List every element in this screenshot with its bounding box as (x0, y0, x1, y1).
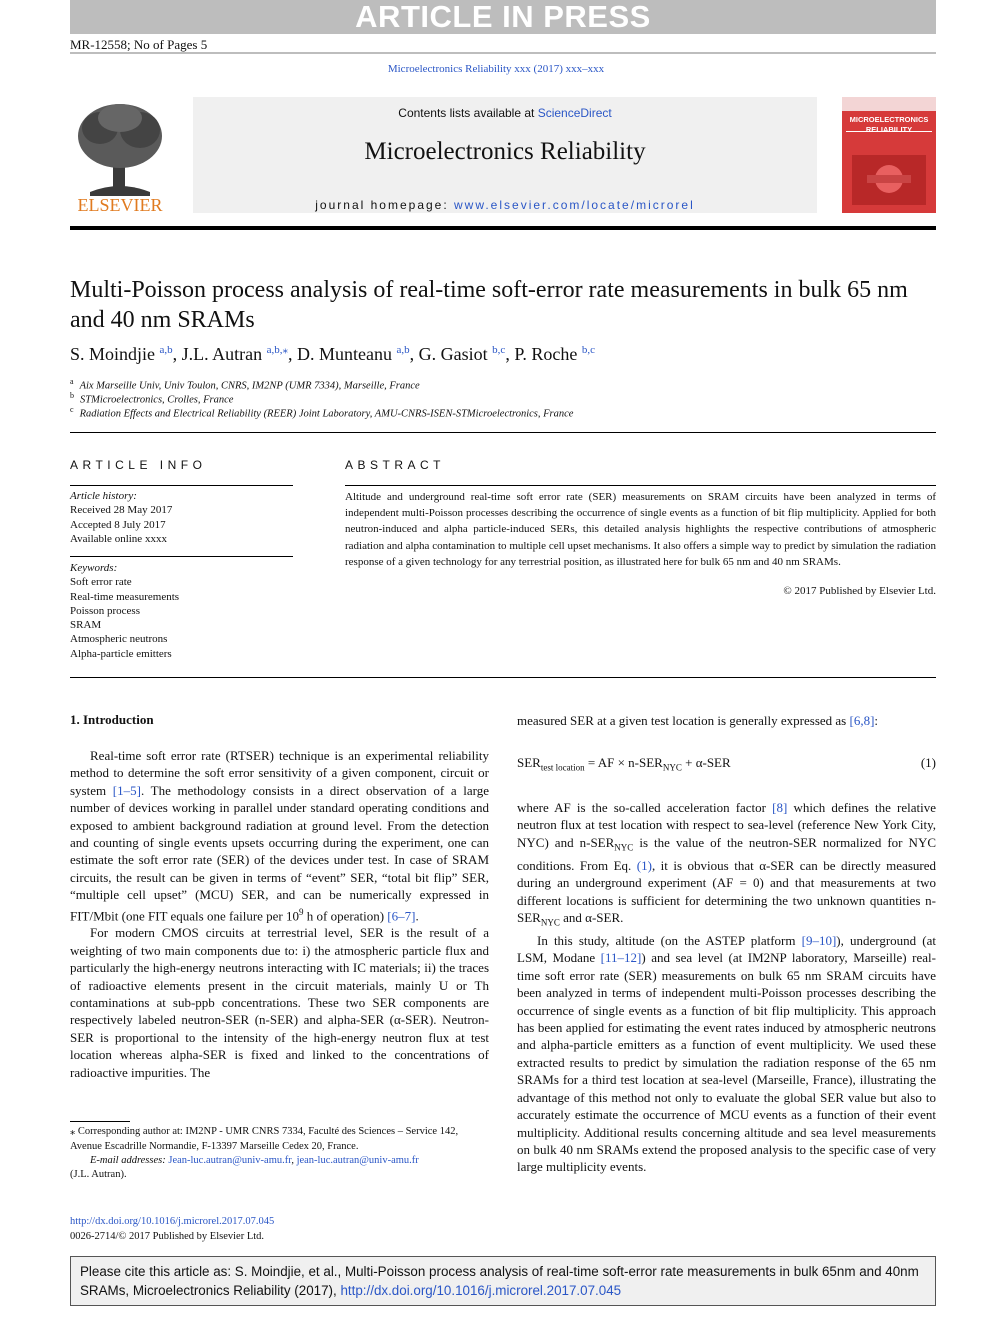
paragraph: For modern CMOS circuits at terrestrial level, SER is the result of a weighting of two main components due to: i) the atmospheric particle flux and particularly the high-energy neutrons interacting with IC materials; ii) the traces of radioactive elements present in the circuit materials, mainly U or Th contaminations at sub-ppb concentrations. These two SER components are respectively labeled neutron-SER (n-SER) and alpha-SER (α-SER). Neutron-SER is proportional to the intensity of the high-energy neutron flux at test location whereas alpha-SER is fixed and linked to the concentrations of radioactive impurities. The (70, 925, 489, 1080)
email-link[interactable]: jean-luc.autran@univ-amu.fr (296, 1155, 419, 1166)
keyword: Poisson process (70, 604, 140, 617)
doi-link[interactable]: http://dx.doi.org/10.1016/j.microrel.2017.07.045 (70, 1216, 275, 1227)
affiliation-text: Aix Marseille Univ, Univ Toulon, CNRS, IM2NP (UMR 7334), Marseille, France (79, 380, 420, 392)
doi-block (70, 1215, 274, 1244)
journal-reference-link[interactable]: Microelectronics Reliability xxx (2017) xxx–xxx (387, 63, 605, 75)
body-right-column-top (517, 712, 936, 729)
header-rule (70, 226, 936, 230)
cover-title-line1: MICROELECTRONICS (849, 115, 929, 124)
author-separator: , (409, 344, 419, 364)
affiliation-rule (70, 432, 936, 433)
keyword: Soft error rate (70, 576, 132, 589)
equation-number: (1) (920, 755, 936, 770)
keyword: Real-time measurements (70, 590, 180, 603)
email-note (70, 1154, 489, 1169)
author-name: P. Roche (514, 344, 578, 364)
author-name: D. Munteanu (297, 344, 393, 364)
text-run: Real-time soft error rate (RTSER) technique is an experimental reliability method to determine the soft error sensitivity of a given component, circuit or system (70, 748, 489, 798)
keyword: SRAM (70, 619, 102, 632)
author-affiliation-link[interactable]: b,c (492, 344, 506, 356)
keywords-rule (70, 556, 293, 557)
abstract-rule (345, 485, 936, 486)
paragraph (517, 932, 936, 1176)
homepage-prefix: journal homepage: (315, 198, 455, 212)
equation-subscript: NYC (662, 762, 682, 773)
exponent: 9 (299, 906, 304, 917)
abstract-heading: ABSTRACT (345, 458, 446, 472)
abstract-copyright: © 2017 Published by Elsevier Ltd. (783, 585, 936, 597)
keywords-label: Keywords: (70, 562, 118, 574)
body-left-column (70, 747, 489, 1081)
journal-homepage (193, 198, 817, 212)
author-affiliation-link[interactable]: a,b (159, 344, 173, 356)
author-affiliation-link[interactable]: a,b (396, 344, 410, 356)
author-affiliation-link[interactable]: a,b,⁎ (266, 344, 289, 356)
affiliation-text: STMicroelectronics, Crolles, France (80, 394, 234, 406)
citation-link[interactable]: [8] (772, 800, 788, 815)
paragraph (70, 747, 489, 924)
homepage-link[interactable]: www.elsevier.com/locate/microrel (454, 198, 695, 212)
equation-subscript: test location (540, 762, 585, 773)
author-separator: , (288, 344, 298, 364)
article-info-rule (70, 485, 293, 486)
email-separator: , (291, 1155, 297, 1166)
text-run: h of operation) (303, 907, 388, 923)
citation-doi-link[interactable]: http://dx.doi.org/10.1016/j.microrel.2017.07.045 (340, 1283, 622, 1298)
article-info-heading: ARTICLE INFO (70, 458, 207, 472)
issn-line: 0026-2714/© 2017 Published by Elsevier Ltd. (70, 1230, 265, 1242)
text-run: which defines the relative neutron flux at test location with respect to sea-level (reference New York City, NYC) and n-SER (517, 800, 936, 850)
affiliation-mark: a (70, 377, 74, 386)
text-run: is the value of the neutron-SER normalized for NYC conditions. From Eq. (517, 834, 936, 873)
text-run: ) and sea level (at IM2NP laboratory, Marseille) real-time soft error rate (SER) measurements on bulk 65 nm SRAM circuits have been analyzed in terms of independent multi-Poisson processes describing the occurrence of single events as a function of bit flip multiplicity. This approach has been applied for estimating the event rates induced by atmospheric neutrons and alpha-particle emitters as a function of event multiplicity. We used these extracted results to predict by simulation the radiation response of the 65 nm SRAMs for a third test location at sea-level (Marseille, France), illustrating the advantage of this method not only to evaluate the global SER value but also to accurately estimate the occurrence of MCU events as a function of their event multiplicity. Additional results concerning altitude and sea level measurements on bulk 40 nm SRAMs extend the proposed analysis to the specific case of very large multiplicity events. (517, 950, 936, 1175)
email-label: E-mail addresses: (90, 1155, 169, 1166)
abstract-text: Altitude and underground real-time soft error rate (SER) measurements on SRAM circuits have been analyzed in terms of independent multi-Poisson processes describing the occurrence of single events as a function of bit flip multiplicity. Applied for both neutron-induced and alpha particle-induced SERs, this detailed analysis highlights the respective contributions of atmospheric radiation and alpha contamination to multiple cell upset mechanisms. It also offers a simple way to predict by simulation the radiation response of a given technology for any terrestrial position, as illustrated here for bulk 65 nm and 40 nm SRAMs. (345, 491, 936, 568)
body-right-column (517, 799, 936, 1176)
accepted-date: Accepted 8 July 2017 (70, 518, 166, 531)
text-run: . The methodology consists in a direct observation of a large number of devices working in parallel under standard operating conditions and exposed to ambient background radiation at ground level. From the detection and counting of single events upsets occurring during the experiment, one can estimate the soft error rate (SER) of the devices under test. In case of SRAM circuits, the result can be given in terms of “event” SER, “total bit flip” SER, “multiple cell upset” (MCU) SER, and can be numerically expressed in FIT/Mbit (one FIT equals one failure per 10 (70, 782, 489, 923)
article-in-press-banner: ARTICLE IN PRESS (70, 0, 936, 34)
cover-title-line2: RELIABILITY (865, 125, 913, 134)
paragraph (517, 799, 936, 932)
email-owner: (J.L. Autran). (70, 1169, 127, 1180)
text-run: measured SER at a given test location is generally expressed as (517, 713, 850, 728)
affiliation (70, 405, 573, 420)
text-run: . (415, 907, 419, 923)
equation-1 (517, 755, 936, 773)
text-run: where AF is the so-called acceleration factor (517, 800, 773, 815)
affiliation-text: Radiation Effects and Electrical Reliability (REER) Joint Laboratory, AMU-CNRS-ISEN-STMicroelectronics, France (79, 408, 574, 420)
text-run: In this study, altitude (on the ASTEP platform (537, 933, 802, 949)
history-label: Article history: (70, 490, 137, 502)
affiliation-mark: c (70, 405, 74, 414)
footnote-rule (70, 1121, 130, 1122)
author-separator: , (505, 344, 515, 364)
text-run: and α-SER. (559, 910, 624, 926)
paragraph (517, 712, 936, 729)
received-date: Received 28 May 2017 (70, 504, 173, 517)
citation-link[interactable]: [6,8] (849, 713, 875, 728)
article-history (70, 489, 172, 546)
author-name: G. Gasiot (418, 344, 488, 364)
affiliation-mark: b (70, 391, 74, 400)
author-list (70, 343, 936, 365)
text-run: , it is obvious that α-SER can be directly measured during an underground experiment (AF = 0) and that measurements at two different locations is sufficient for determining the two unknown quantities n-SER (517, 857, 936, 926)
author-separator: , (172, 344, 182, 364)
cover-title (846, 115, 932, 135)
equation-text: = AF × n-SER (584, 755, 663, 770)
manuscript-id: MR-12558; No of Pages 5 (70, 37, 208, 52)
subscript: NYC (614, 842, 634, 853)
affiliation (70, 391, 233, 406)
contents-prefix: Contents lists available at (398, 106, 538, 120)
article-title: Multi-Poisson process analysis of real-time soft-error rate measurements in bulk 65 nm and 40 nm SRAMs (70, 277, 908, 333)
affiliation (70, 377, 420, 392)
online-date: Available online xxxx (70, 532, 167, 545)
author-affiliation-link[interactable]: b,c (581, 344, 595, 356)
email-link[interactable]: Jean-luc.autran@univ-amu.fr (168, 1155, 292, 1166)
text-run: ), underground (at LSM, Modane (517, 933, 936, 966)
publisher-wordmark: ELSEVIER (77, 195, 163, 215)
citation-link[interactable]: [9–10] (801, 933, 837, 949)
section-heading: 1. Introduction (70, 712, 154, 727)
text-run: : (874, 713, 879, 728)
section-rule (70, 677, 936, 678)
contents-line (193, 106, 817, 120)
citation-text (80, 1262, 930, 1300)
keywords-block (70, 561, 179, 661)
citation-body: Please cite this article as: S. Moindjie, et al., Multi-Poisson process analysis of real-time soft-error rate measurements in bulk 65nm and 40nm SRAMs, Microelectronics Reliability (2017), (80, 1264, 919, 1298)
subscript: NYC (540, 917, 560, 928)
equation-text: + α-SER (681, 755, 731, 770)
corresponding-author-note: ⁎ Corresponding author at: IM2NP - UMR CNRS 7334, Faculté des Sciences – Service 142, Avenue Escadrille Normandie, F-13397 Marseille Cedex 20, France. (70, 1126, 459, 1152)
journal-cover (842, 97, 936, 213)
keyword: Alpha-particle emitters (70, 647, 172, 660)
author-name: S. Moindjie (70, 344, 156, 364)
elsevier-logo (70, 100, 170, 216)
citation-link[interactable]: [6–7] (387, 907, 416, 923)
citation-link[interactable]: [11–12] (600, 950, 642, 966)
equation-link[interactable]: (1) (636, 857, 652, 873)
sciencedirect-link[interactable]: ScienceDirect (537, 106, 612, 120)
author-name: J.L. Autran (181, 344, 263, 364)
citation-link[interactable]: [1–5] (112, 782, 141, 798)
keyword: Atmospheric neutrons (70, 633, 168, 646)
equation-text: SER (517, 755, 541, 770)
journal-title: Microelectronics Reliability (364, 138, 646, 165)
